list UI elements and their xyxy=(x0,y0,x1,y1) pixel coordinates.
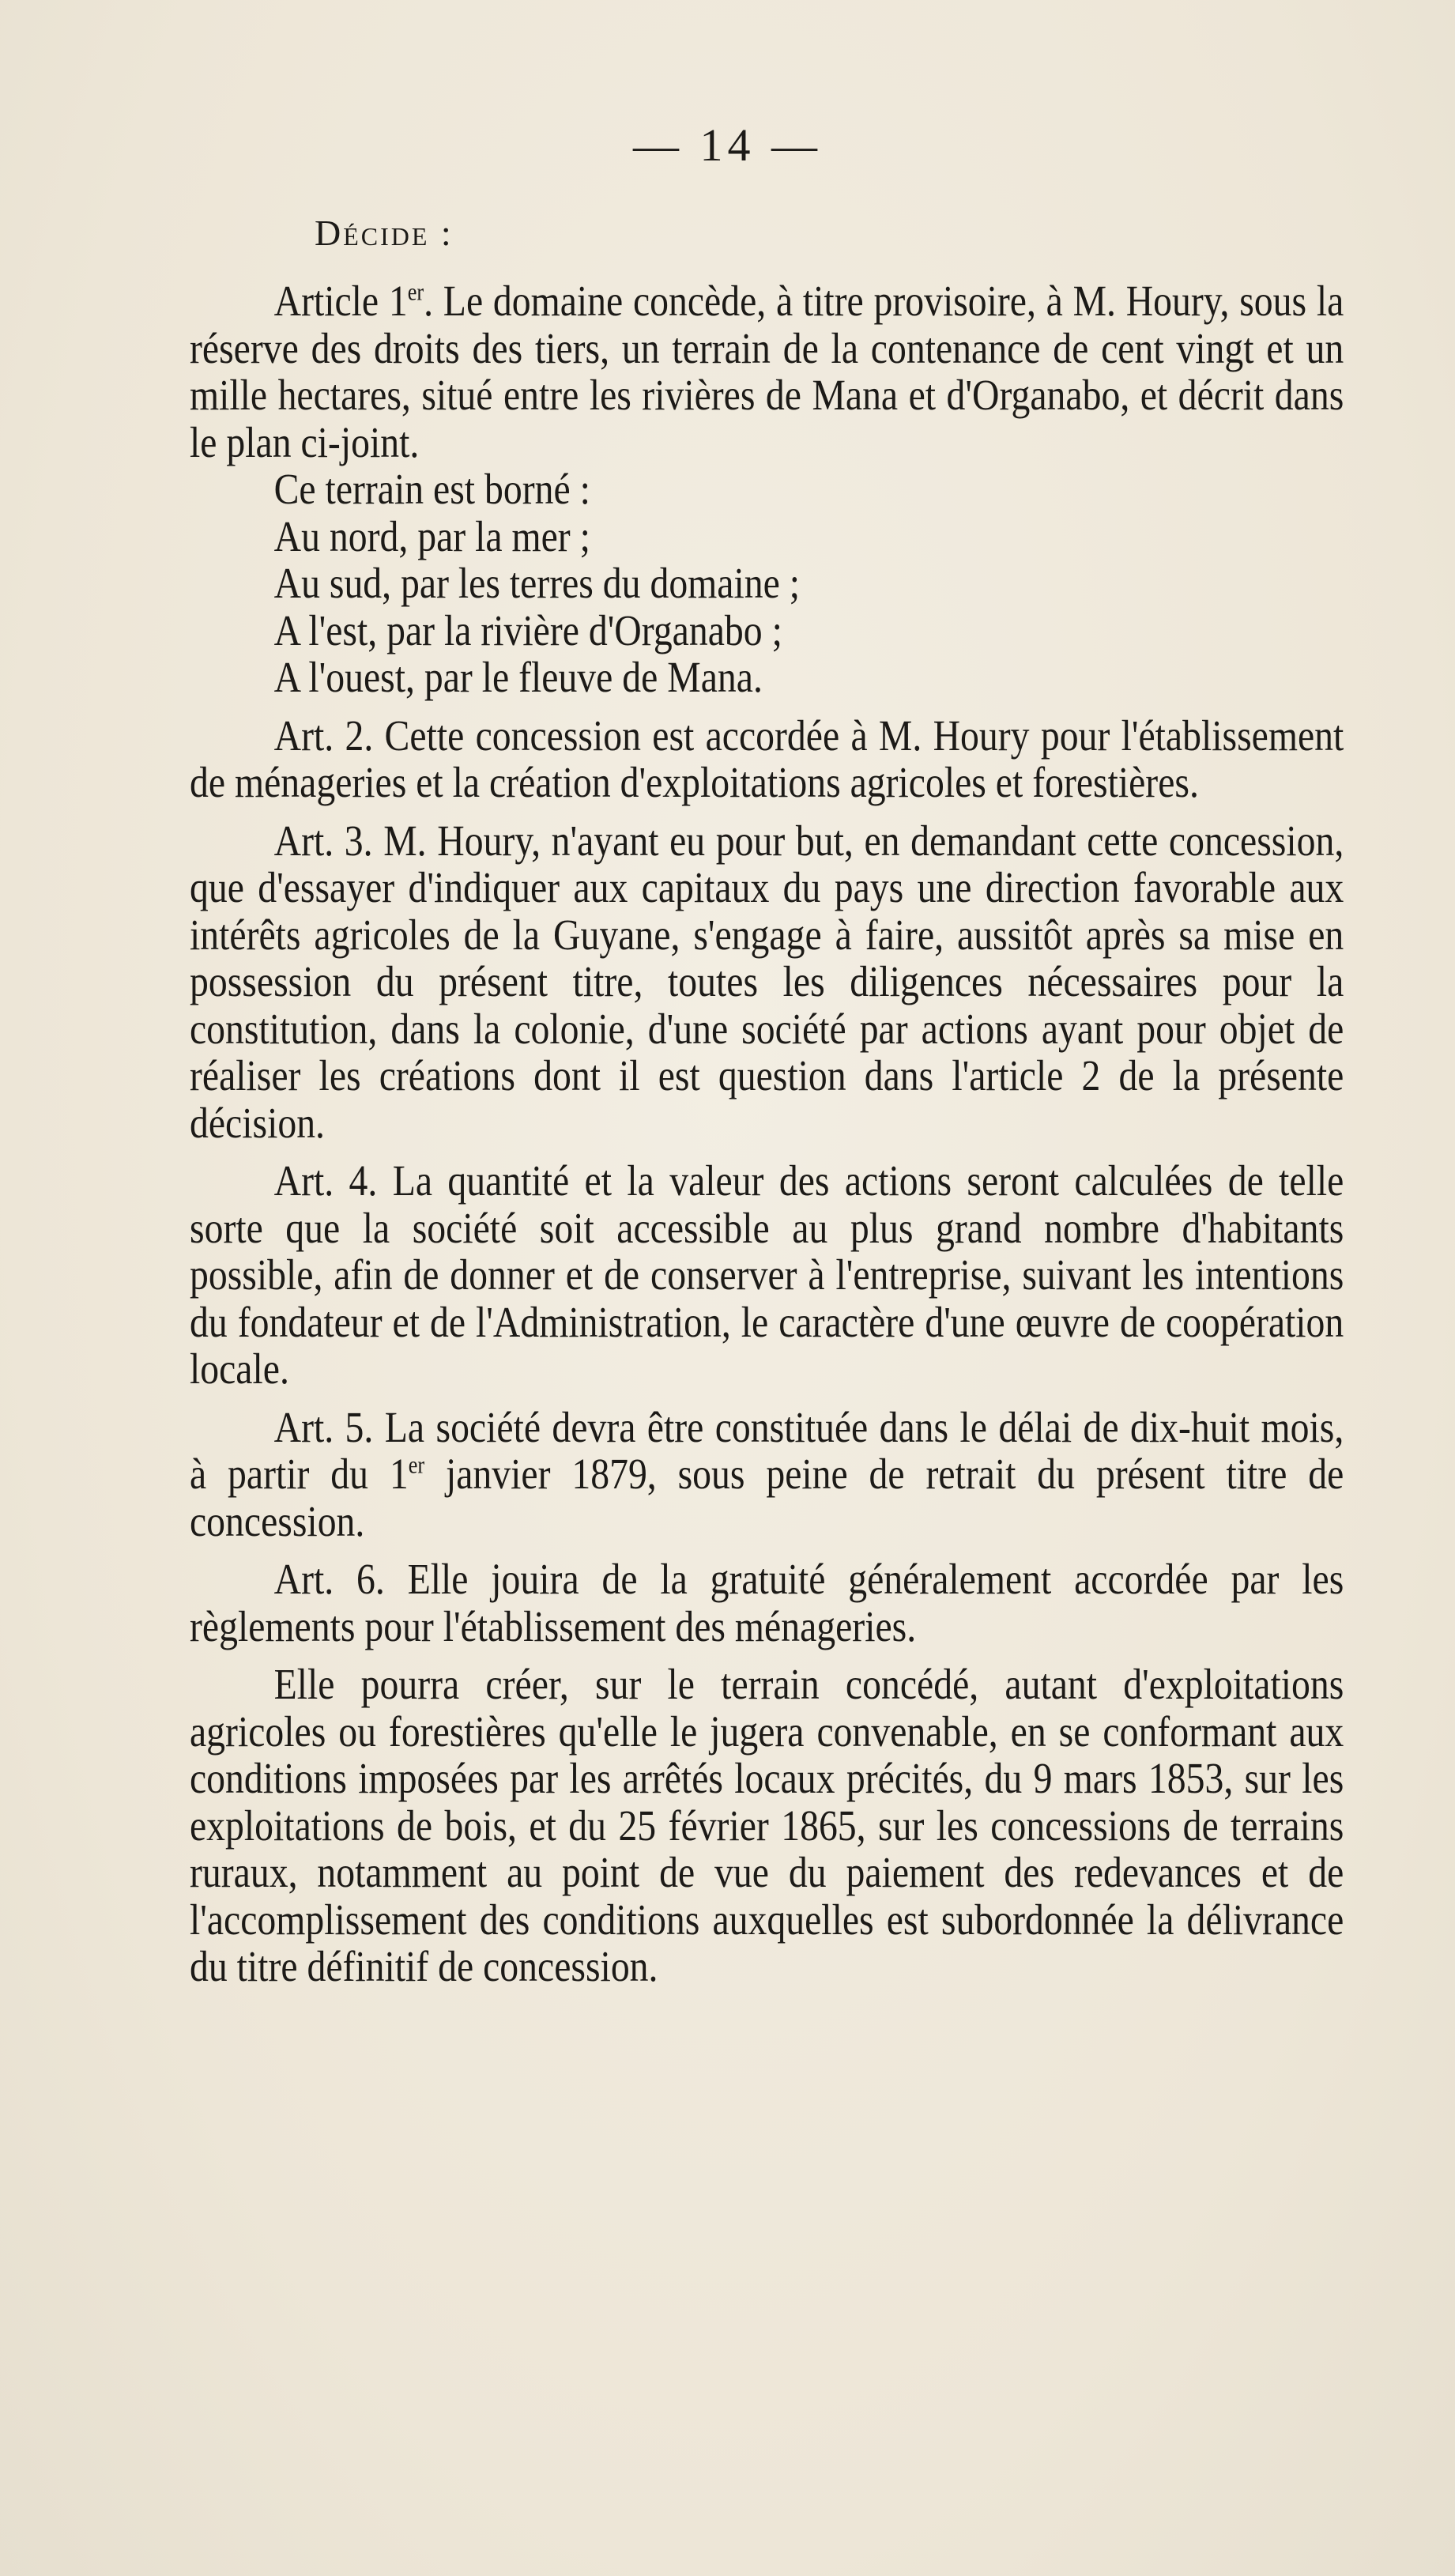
article-6: Art. 6. Elle jouira de la gratuité généralement accordée par les règlements pour l'établissement des ménageries. xyxy=(190,1556,1344,1651)
bounds-west: A l'ouest, par le fleuve de Mana. xyxy=(273,654,763,702)
article-1-sup: er xyxy=(407,278,424,306)
bounds-east: A l'est, par la rivière d'Organabo ; xyxy=(273,606,782,655)
article-5-text-after: janvier 1879, sous peine de retrait du présent titre de concession. xyxy=(190,1450,1344,1546)
article-4: Art. 4. La quantité et la valeur des actions seront calculées de telle sorte que la société soit accessible au plus grand nombre d'habitants possible, afin de donner et de conserver à l'entreprise, suivant les intentions du fondateur et de l'Administration, le caractère d'une œuvre de coopération locale. xyxy=(190,1157,1344,1394)
article-6-continued: Elle pourra créer, sur le terrain concédé, autant d'exploitations agricoles ou forestières qu'elle le jugera convenable, en se conformant aux conditions imposées par les arrêtés locaux précités, du 9 mars 1853, sur les exploitations de bois, et du 25 février 1865, sur les concessions de terrains ruraux, notamment au point de vue du paiement des redevances et de l'accomplissement des conditions auxquelles est subordonnée la délivrance du titre définitif de concession. xyxy=(190,1661,1344,1991)
article-2: Art. 2. Cette concession est accordée à M. Houry pour l'établissement de ménageries et la création d'exploitations agricoles et forestières. xyxy=(190,711,1344,807)
page-number: — 14 — xyxy=(633,119,822,171)
bounds-south: Au sud, par les terres du domaine ; xyxy=(273,560,801,608)
decision-body xyxy=(190,278,1344,1991)
decision-heading: Décide : xyxy=(315,213,454,253)
article-5 xyxy=(190,1405,1344,1546)
article-1 xyxy=(190,278,1344,466)
bounds-intro: Ce terrain est borné : xyxy=(273,466,590,514)
article-5-sup: er xyxy=(408,1451,425,1479)
bounds-north: Au nord, par la mer ; xyxy=(273,512,590,561)
article-1-label: Article 1 xyxy=(273,277,408,326)
article-3: Art. 3. M. Houry, n'ayant eu pour but, en demandant cette concession, que d'essayer d'indiquer aux capitaux du pays une direction favorable aux intérêts agricoles de la Guyane, s'engage à faire, aussitôt après sa mise en possession du présent titre, toutes les diligences nécessaires pour la constitution, dans la colonie, d'une société par actions ayant pour objet de réaliser les créations dont il est question dans l'article 2 de la présente décision. xyxy=(190,817,1344,1148)
article-5-text-before: Art. 5. La société devra être constituée dans le délai de dix-huit mois, à partir du 1 xyxy=(190,1403,1344,1499)
article-1-text: . Le domaine concède, à titre provisoire, à M. Houry, sous la réserve des droits des tiers, un terrain de la contenance de cent vingt et un mille hectares, situé entre les rivières de Mana et d'Organabo, et décrit dans le plan ci-joint. xyxy=(190,277,1344,467)
